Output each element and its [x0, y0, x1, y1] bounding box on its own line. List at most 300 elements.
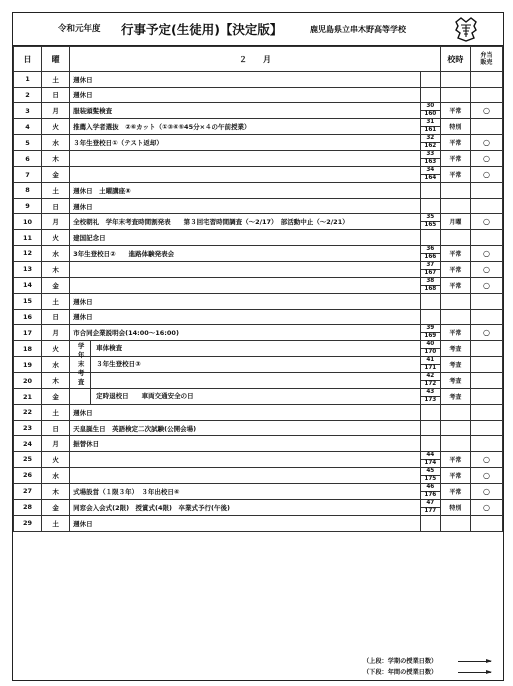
class-day-count-cell [420, 405, 440, 421]
event-cell [70, 451, 421, 467]
table-row [14, 325, 503, 341]
bell-column-header: 校時 [440, 47, 470, 72]
day-cell: 20 [14, 373, 42, 389]
class-day-count-cell [420, 119, 440, 135]
event-text: 全校朝礼 学年末考査時間割発表 第３回宅習時間調査（～2/17） 部活動中止（～2/21） [73, 218, 349, 227]
schedule-sheet [12, 12, 504, 681]
bell-schedule-cell: 考査 [440, 357, 470, 373]
event-cell [70, 467, 421, 483]
weekday-cell: 土 [42, 183, 70, 199]
event-cell [70, 245, 421, 261]
year-day-count: 168 [424, 285, 437, 292]
day-cell: 17 [14, 325, 42, 341]
class-day-count [421, 119, 440, 134]
day-cell: 1 [14, 72, 42, 88]
class-day-count [421, 151, 440, 166]
term-day-count: 46 [421, 484, 440, 492]
day-cell: 4 [14, 119, 42, 135]
event-cell [70, 214, 421, 230]
day-cell: 19 [14, 357, 42, 373]
term-day-count: 33 [421, 151, 440, 159]
table-row [14, 103, 503, 119]
bell-schedule-cell [440, 309, 470, 325]
event-cell [70, 135, 421, 151]
day-cell: 29 [14, 515, 42, 531]
day-cell: 2 [14, 87, 42, 103]
event-cell [70, 230, 421, 246]
table-row [14, 277, 503, 293]
bento-sale-cell: ○ [470, 261, 502, 277]
bell-schedule-cell: 平常 [440, 167, 470, 183]
event-text: 建国記念日 [73, 234, 106, 243]
bento-sale-cell: ○ [470, 245, 502, 261]
event-cell [70, 167, 421, 183]
weekday-cell: 金 [42, 499, 70, 515]
weekday-cell: 火 [42, 230, 70, 246]
class-day-count-cell [420, 261, 440, 277]
event-text: 式場設営（１限３年） ３年出校日④ [73, 487, 180, 496]
bell-schedule-cell: 平常 [440, 467, 470, 483]
day-cell: 15 [14, 293, 42, 309]
event-text: 振替休日 [73, 440, 100, 449]
weekday-cell: 日 [42, 87, 70, 103]
notes-area [13, 578, 503, 680]
table-row [14, 341, 503, 357]
bell-schedule-cell [440, 198, 470, 214]
bell-schedule-cell: 平常 [440, 483, 470, 499]
term-day-count: 47 [421, 500, 440, 508]
bento-sale-cell: ○ [470, 135, 502, 151]
class-day-count-cell [420, 103, 440, 119]
bento-sale-cell [470, 230, 502, 246]
bell-schedule-cell [440, 515, 470, 531]
table-row [14, 183, 503, 199]
table-row [14, 309, 503, 325]
event-text: 車体検査 [96, 344, 123, 353]
table-row [14, 467, 503, 483]
year-day-count: 162 [424, 143, 437, 150]
day-cell: 18 [14, 341, 42, 357]
bento-sale-cell [470, 72, 502, 88]
term-day-count: 38 [421, 278, 440, 286]
event-text: 週休日 [73, 313, 93, 322]
table-header-row [14, 47, 503, 72]
event-cell [70, 436, 421, 452]
bell-schedule-cell: 考査 [440, 389, 470, 405]
class-day-count-cell [420, 325, 440, 341]
event-cell [70, 261, 421, 277]
table-row [14, 230, 503, 246]
class-day-count [421, 278, 440, 293]
event-cell [70, 198, 421, 214]
term-day-count: 31 [421, 119, 440, 127]
class-day-count [421, 325, 440, 340]
fiscal-year-label: 令和元年度 [58, 24, 101, 34]
table-row [14, 151, 503, 167]
year-day-count: 167 [424, 269, 437, 276]
bento-sale-cell: ○ [470, 325, 502, 341]
bell-schedule-cell [440, 87, 470, 103]
event-cell [70, 72, 421, 88]
event-cell [70, 420, 421, 436]
event-cell [70, 103, 421, 119]
class-day-count [421, 262, 440, 277]
event-cell [70, 389, 421, 405]
bento-sale-cell [470, 373, 502, 389]
class-day-count [421, 167, 440, 182]
year-day-count: 169 [424, 333, 437, 340]
table-row [14, 420, 503, 436]
weekday-cell: 火 [42, 341, 70, 357]
bell-schedule-cell: 平常 [440, 103, 470, 119]
class-day-count-cell [420, 135, 440, 151]
class-day-count [421, 373, 440, 388]
bell-schedule-cell [440, 420, 470, 436]
table-row [14, 119, 503, 135]
weekday-cell: 土 [42, 405, 70, 421]
bell-schedule-cell [440, 183, 470, 199]
day-cell: 9 [14, 198, 42, 214]
weekday-cell: 土 [42, 293, 70, 309]
class-day-count-cell [420, 230, 440, 246]
bell-schedule-cell [440, 72, 470, 88]
bento-sale-cell [470, 198, 502, 214]
term-day-count: 44 [421, 452, 440, 460]
table-row [14, 451, 503, 467]
bell-schedule-cell [440, 230, 470, 246]
bento-sale-cell: ○ [470, 451, 502, 467]
month-column-header: ２ 月 [70, 47, 441, 72]
class-day-count-cell [420, 183, 440, 199]
year-day-count: 163 [424, 159, 437, 166]
bell-schedule-cell: 考査 [440, 341, 470, 357]
day-cell: 28 [14, 499, 42, 515]
weekday-cell: 月 [42, 214, 70, 230]
table-row [14, 389, 503, 405]
day-cell: 5 [14, 135, 42, 151]
event-text: ３年生登校日③ [96, 360, 141, 369]
term-day-count: 30 [421, 103, 440, 111]
bento-header-text: 弁当販売 [480, 52, 493, 66]
day-column-header: 日 [14, 47, 42, 72]
year-day-count: 160 [424, 111, 437, 118]
day-cell: 10 [14, 214, 42, 230]
day-cell: 22 [14, 405, 42, 421]
class-day-count-cell [420, 309, 440, 325]
weekday-cell: 木 [42, 261, 70, 277]
weekday-column-header: 曜 [42, 47, 70, 72]
event-text: 週休日 [73, 519, 93, 528]
bento-sale-cell: ○ [470, 467, 502, 483]
class-day-count-cell [420, 467, 440, 483]
bell-schedule-cell: 特別 [440, 499, 470, 515]
legend-lower: （下段：年間の授業日数） [363, 669, 438, 676]
bento-sale-cell [470, 119, 502, 135]
bell-schedule-cell: 特別 [440, 119, 470, 135]
day-cell: 25 [14, 451, 42, 467]
day-cell: 26 [14, 467, 42, 483]
event-cell [70, 119, 421, 135]
day-cell: 11 [14, 230, 42, 246]
table-row [14, 373, 503, 389]
class-day-count-cell [420, 167, 440, 183]
class-day-count-cell [420, 483, 440, 499]
class-day-count-cell [420, 151, 440, 167]
event-cell [70, 87, 421, 103]
event-text: 市合同企業説明会(14:00～16:00) [73, 329, 179, 338]
event-text: 服装頭髪検査 [73, 107, 113, 116]
class-day-count-cell [420, 293, 440, 309]
bento-sale-cell [470, 293, 502, 309]
event-cell [70, 151, 421, 167]
legend-upper-arrow-icon [458, 661, 491, 662]
day-cell: 23 [14, 420, 42, 436]
year-day-count: 171 [424, 365, 437, 372]
term-day-count: 32 [421, 135, 440, 143]
weekday-cell: 木 [42, 151, 70, 167]
event-cell [70, 483, 421, 499]
bell-schedule-cell: 考査 [440, 373, 470, 389]
event-text: 同窓会入会式(2限) 授賞式(4限) 卒業式予行(午後) [73, 503, 230, 512]
class-day-count-cell [420, 420, 440, 436]
day-cell: 13 [14, 261, 42, 277]
year-day-count: 177 [424, 507, 437, 514]
exam-group-divider [90, 373, 91, 388]
class-day-count [421, 500, 440, 515]
class-day-count-cell [420, 245, 440, 261]
weekday-cell: 土 [42, 72, 70, 88]
class-day-count [421, 103, 440, 118]
bell-schedule-cell: 平常 [440, 261, 470, 277]
bell-schedule-cell: 平常 [440, 135, 470, 151]
class-day-count-cell [420, 357, 440, 373]
class-day-count [421, 468, 440, 483]
day-cell: 7 [14, 167, 42, 183]
weekday-cell: 木 [42, 373, 70, 389]
weekday-cell: 日 [42, 309, 70, 325]
class-day-count-cell [420, 436, 440, 452]
table-row [14, 261, 503, 277]
weekday-cell: 日 [42, 198, 70, 214]
day-cell: 27 [14, 483, 42, 499]
schedule-table [13, 46, 503, 532]
term-day-count: 37 [421, 262, 440, 270]
table-row [14, 499, 503, 515]
class-day-count-cell [420, 341, 440, 357]
event-cell [70, 515, 421, 531]
bell-schedule-cell: 月曜 [440, 214, 470, 230]
event-cell [70, 293, 421, 309]
table-row [14, 436, 503, 452]
term-day-count: 42 [421, 373, 440, 381]
event-text: 定時退校日 車両交通安全の日 [96, 392, 194, 401]
event-text: 週休日 [73, 408, 93, 417]
bell-schedule-cell [440, 293, 470, 309]
bento-sale-cell: ○ [470, 214, 502, 230]
term-day-count: 35 [421, 214, 440, 222]
weekday-cell: 金 [42, 389, 70, 405]
year-day-count: 173 [424, 397, 437, 404]
year-day-count: 176 [424, 491, 437, 498]
table-row [14, 515, 503, 531]
class-day-count [421, 214, 440, 229]
event-text: 週休日 [73, 91, 93, 100]
year-day-count: 164 [424, 175, 437, 182]
term-day-count: 36 [421, 246, 440, 254]
legend-lower-arrow-icon [458, 672, 491, 673]
bento-sale-cell: ○ [470, 103, 502, 119]
event-cell [70, 405, 421, 421]
bento-sale-cell: ○ [470, 151, 502, 167]
bento-sale-cell [470, 389, 502, 405]
event-cell [70, 499, 421, 515]
class-day-count [421, 452, 440, 467]
term-day-count: 43 [421, 389, 440, 397]
exam-group-label: 学年末考査 [77, 342, 85, 387]
year-day-count: 161 [424, 127, 437, 134]
class-day-count-cell [420, 214, 440, 230]
event-text: 天皇誕生日 英語検定二次試験(公開会場) [73, 424, 197, 433]
class-day-count-cell [420, 87, 440, 103]
event-cell [70, 373, 421, 389]
bento-sale-cell [470, 436, 502, 452]
table-row [14, 135, 503, 151]
weekday-cell: 水 [42, 357, 70, 373]
bell-schedule-cell: 平常 [440, 245, 470, 261]
term-day-count: 41 [421, 357, 440, 365]
event-cell [70, 183, 421, 199]
year-day-count: 166 [424, 253, 437, 260]
term-day-count: 40 [421, 341, 440, 349]
exam-group-divider [90, 389, 91, 404]
weekday-cell: 月 [42, 103, 70, 119]
event-text: 週休日 [73, 202, 93, 211]
event-cell [70, 325, 421, 341]
weekday-cell: 火 [42, 119, 70, 135]
day-cell: 8 [14, 183, 42, 199]
class-day-count-cell [420, 515, 440, 531]
event-cell [70, 277, 421, 293]
bell-schedule-cell: 平常 [440, 451, 470, 467]
class-day-count-cell [420, 451, 440, 467]
bento-sale-cell [470, 420, 502, 436]
class-day-count-cell [420, 499, 440, 515]
bento-sale-cell: ○ [470, 277, 502, 293]
year-day-count: 175 [424, 475, 437, 482]
bell-schedule-cell: 平常 [440, 277, 470, 293]
event-text: 週休日 [73, 297, 93, 306]
table-row [14, 72, 503, 88]
bento-sale-cell [470, 515, 502, 531]
legend-upper: （上段：学期の授業日数） [363, 658, 438, 665]
exam-group-divider [90, 341, 91, 356]
day-cell: 3 [14, 103, 42, 119]
table-row [14, 245, 503, 261]
class-day-count-cell [420, 373, 440, 389]
weekday-cell: 水 [42, 467, 70, 483]
event-cell [70, 357, 421, 373]
weekday-cell: 月 [42, 325, 70, 341]
day-cell: 21 [14, 389, 42, 405]
class-day-count-cell [420, 198, 440, 214]
day-cell: 6 [14, 151, 42, 167]
weekday-cell: 水 [42, 245, 70, 261]
class-day-count-cell [420, 72, 440, 88]
school-emblem-icon [453, 16, 479, 43]
weekday-cell: 水 [42, 135, 70, 151]
weekday-cell: 土 [42, 515, 70, 531]
table-row [14, 167, 503, 183]
table-row [14, 87, 503, 103]
school-name: 鹿児島県立串木野高等学校 [310, 25, 406, 34]
weekday-cell: 金 [42, 277, 70, 293]
page-title: 行事予定(生徒用)【決定版】 [121, 22, 283, 37]
class-day-count [421, 389, 440, 404]
table-row [14, 293, 503, 309]
day-cell: 12 [14, 245, 42, 261]
class-day-count [421, 484, 440, 499]
event-text: 週休日 土曜講座⑧ [73, 186, 131, 195]
bento-sale-cell [470, 87, 502, 103]
event-cell [70, 309, 421, 325]
bento-sale-cell: ○ [470, 167, 502, 183]
class-day-count [421, 357, 440, 372]
year-day-count: 165 [424, 222, 437, 229]
class-day-count [421, 246, 440, 261]
table-row [14, 405, 503, 421]
bento-sale-cell [470, 405, 502, 421]
event-text: 3年生登校日② 進路体験発表会 [73, 249, 175, 258]
bento-sale-cell [470, 357, 502, 373]
bento-column-header [470, 47, 502, 72]
class-day-count [421, 135, 440, 150]
class-day-count-cell [420, 277, 440, 293]
term-day-count: 39 [421, 325, 440, 333]
bell-schedule-cell [440, 436, 470, 452]
event-text: 推薦入学者選抜 ②⑥カット（①③④⑤45分×４の午前授業） [73, 123, 251, 132]
year-day-count: 174 [424, 459, 437, 466]
table-row [14, 214, 503, 230]
bell-schedule-cell: 平常 [440, 151, 470, 167]
bento-sale-cell [470, 183, 502, 199]
weekday-cell: 日 [42, 420, 70, 436]
weekday-cell: 月 [42, 436, 70, 452]
table-row [14, 198, 503, 214]
day-cell: 24 [14, 436, 42, 452]
weekday-cell: 木 [42, 483, 70, 499]
term-day-count: 45 [421, 468, 440, 476]
bento-sale-cell: ○ [470, 483, 502, 499]
exam-group-divider [90, 357, 91, 372]
class-day-count-cell [420, 389, 440, 405]
table-row [14, 357, 503, 373]
bell-schedule-cell: 平常 [440, 325, 470, 341]
event-text: 週休日 [73, 75, 93, 84]
day-cell: 16 [14, 309, 42, 325]
bento-sale-cell [470, 341, 502, 357]
day-cell: 14 [14, 277, 42, 293]
page-header [13, 13, 503, 46]
table-row [14, 483, 503, 499]
bento-sale-cell [470, 309, 502, 325]
weekday-cell: 金 [42, 167, 70, 183]
event-text: ３年生登校日①（テスト返却） [73, 139, 163, 148]
weekday-cell: 火 [42, 451, 70, 467]
class-day-count [421, 341, 440, 356]
year-day-count: 170 [424, 349, 437, 356]
year-day-count: 172 [424, 381, 437, 388]
term-day-count: 34 [421, 167, 440, 175]
